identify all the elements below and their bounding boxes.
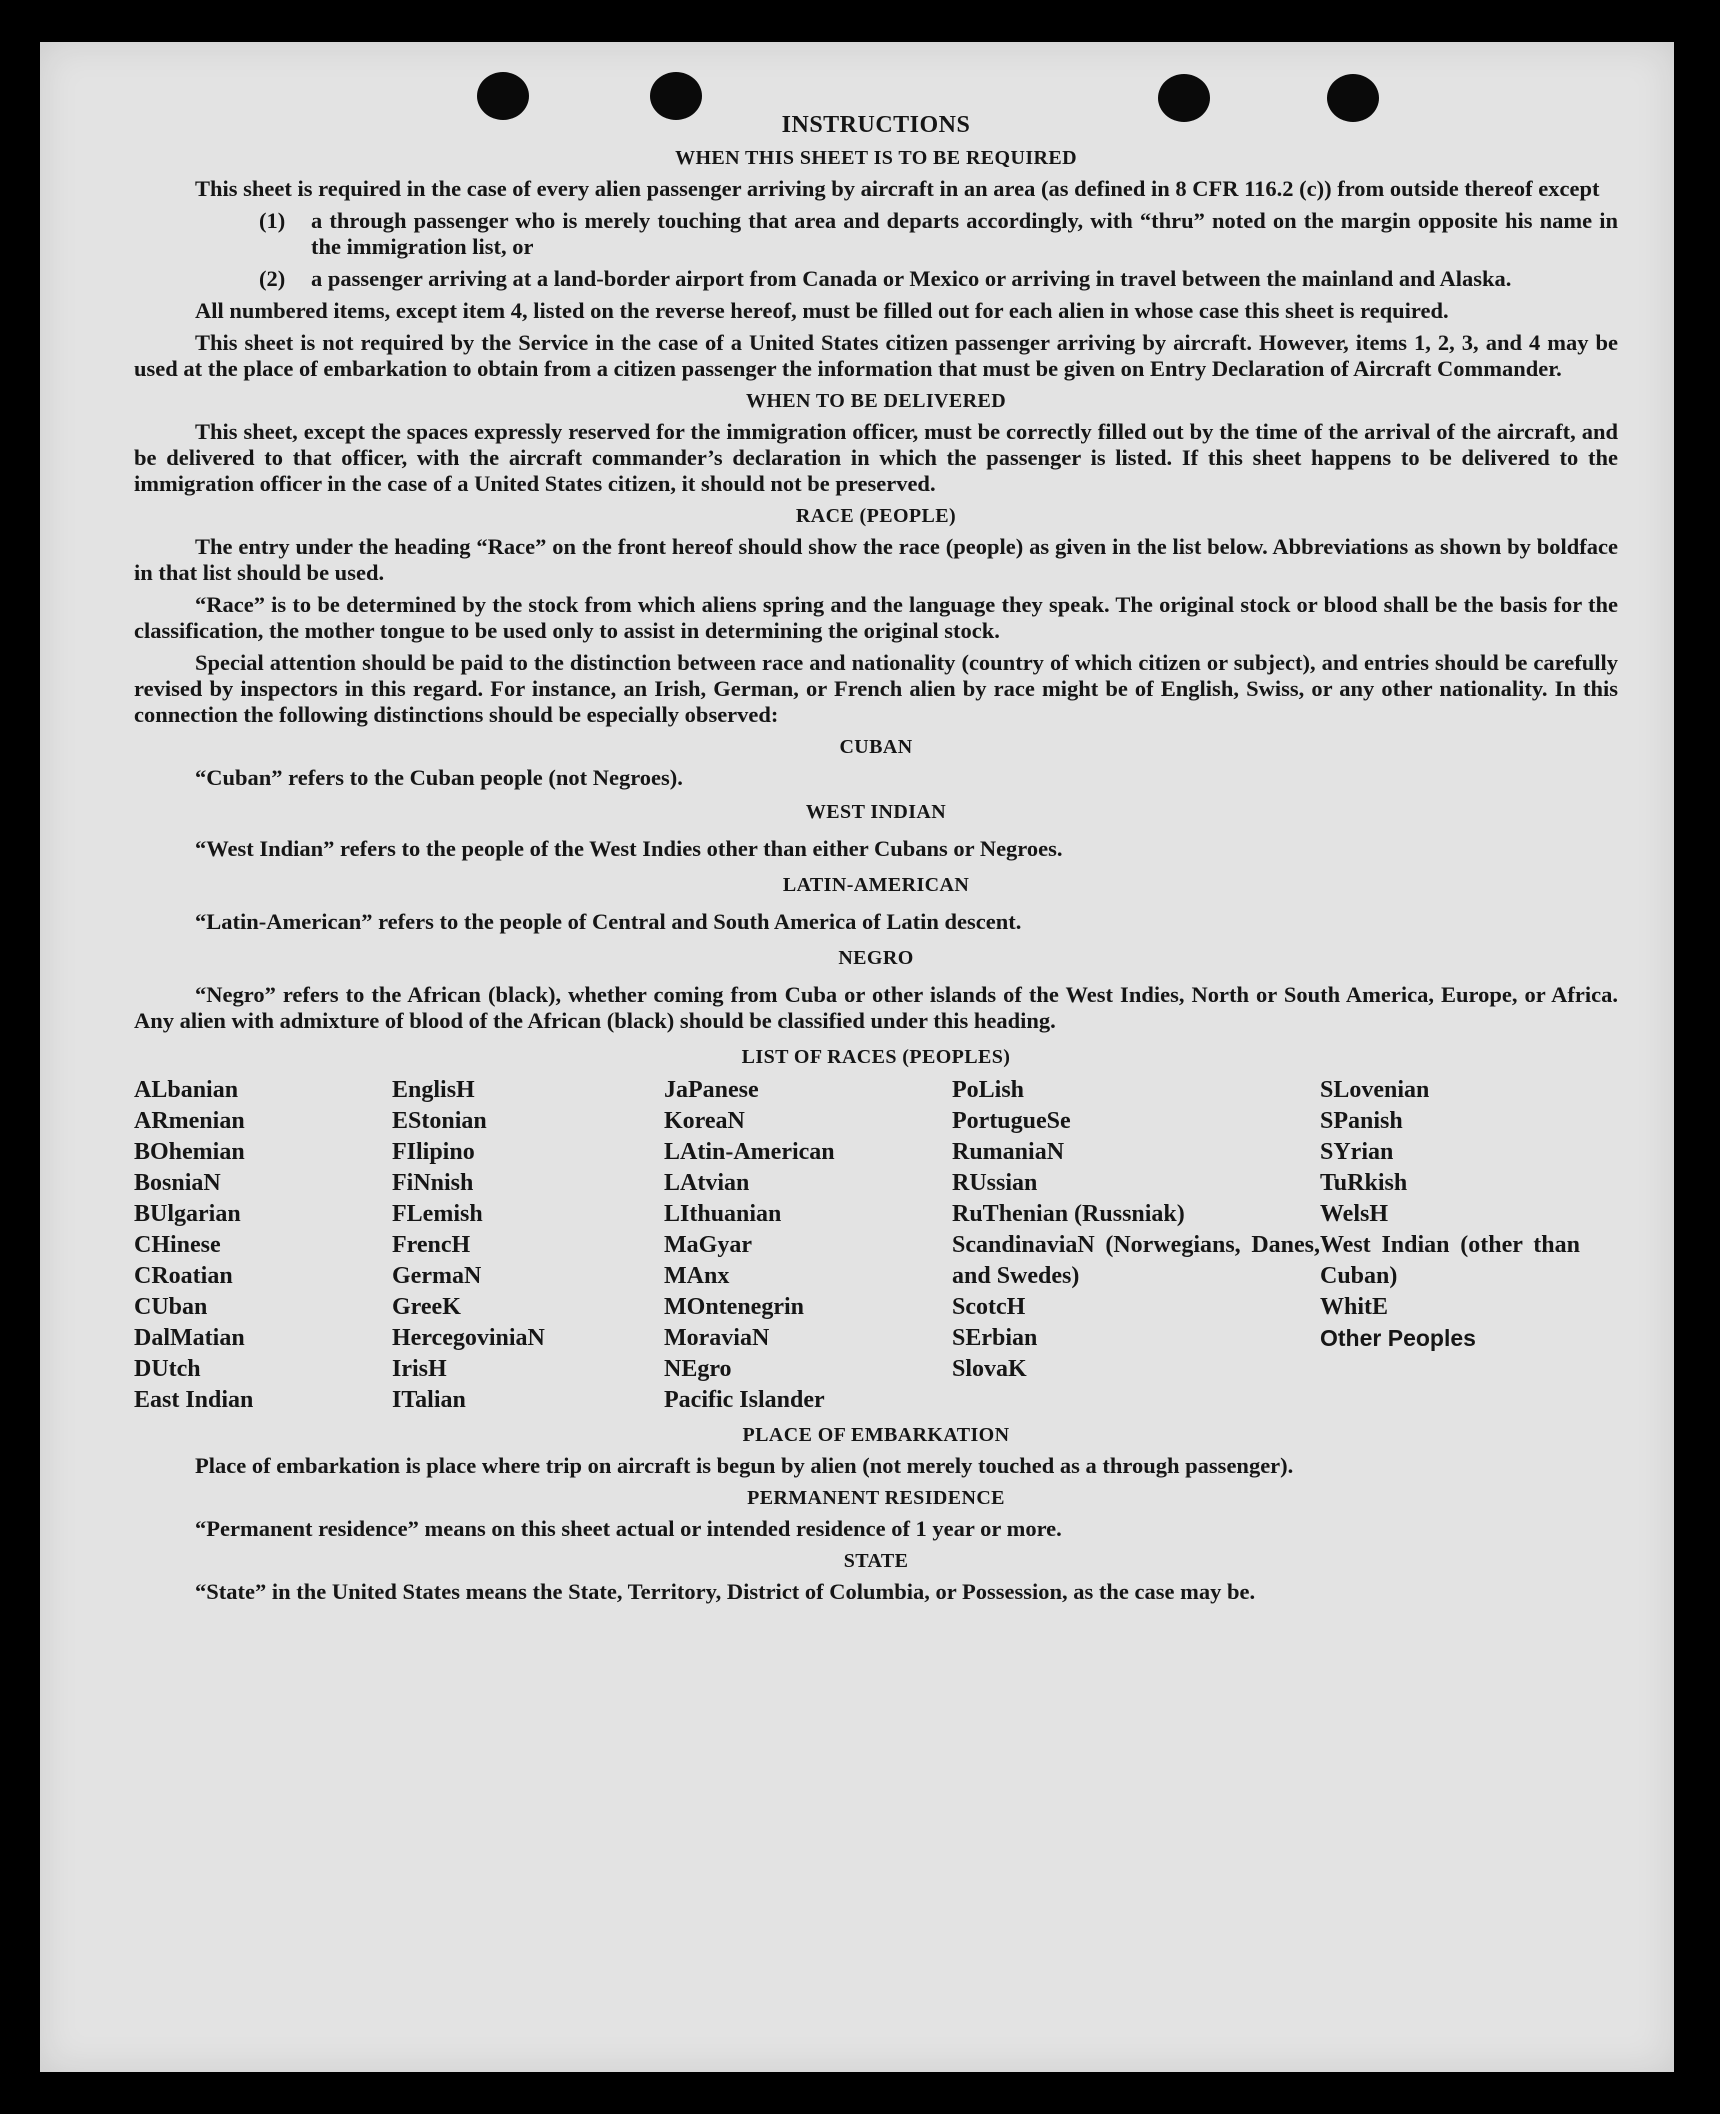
race-entry: MAnx xyxy=(664,1263,730,1289)
section-heading: PLACE OF EMBARKATION xyxy=(742,1424,1010,1446)
race-entry: GreeK xyxy=(392,1294,461,1320)
race-entry: FrencH xyxy=(392,1232,471,1258)
paragraph: “Latin-American” refers to the people of Central and South America of Latin descent. xyxy=(195,909,1022,934)
race-column xyxy=(1320,1075,1580,1416)
section-heading: WEST INDIAN xyxy=(805,801,947,823)
race-entry: DalMatian xyxy=(134,1325,245,1351)
race-entry: LIthuanian xyxy=(664,1201,782,1227)
race-list xyxy=(134,1075,1618,1416)
paragraph: “Race” is to be determined by the stock from which aliens spring and the language they speak. The original stock or blood shall be the basis for the classification, the mother tongue to be used only to assist in determining the original stock. xyxy=(134,592,1618,643)
section-heading: RACE (PEOPLE) xyxy=(795,505,957,527)
section-heading: STATE xyxy=(843,1550,909,1572)
race-entry: ITalian xyxy=(392,1387,466,1413)
paragraph: “Cuban” refers to the Cuban people (not Negroes). xyxy=(195,765,683,790)
race-entry: West Indian (other than Cuban) xyxy=(1320,1232,1580,1289)
section-heading: LIST OF RACES (PEOPLES) xyxy=(741,1046,1011,1068)
exception-list xyxy=(134,208,1618,292)
section-heading: PERMANENT RESIDENCE xyxy=(747,1487,1005,1509)
race-entry: GermaN xyxy=(392,1263,482,1289)
race-entry: LAtvian xyxy=(664,1170,750,1196)
race-entry: WhitE xyxy=(1320,1294,1389,1320)
race-entry: SlovaK xyxy=(952,1356,1027,1382)
paragraph: All numbered items, except item 4, listed on the reverse hereof, must be filled out for each alien in whose case this sheet is required. xyxy=(195,298,1449,323)
race-entry: East Indian xyxy=(134,1387,254,1413)
paragraph: This sheet is not required by the Service in the case of a United States citizen passenger arriving by aircraft. However, items 1, 2, 3, and 4 may be used at the place of embarkation to obtain from a citizen passenger the information that must be given on Entry Declaration of Aircraft Commander. xyxy=(134,330,1618,381)
race-entry: SErbian xyxy=(952,1325,1038,1351)
instructions-content xyxy=(134,112,1618,1605)
race-entry: CUban xyxy=(134,1294,208,1320)
race-entry: EStonian xyxy=(392,1108,487,1134)
race-entry: EnglisH xyxy=(392,1077,475,1103)
paragraph: “Negro” refers to the African (black), whether coming from Cuba or other islands of the West Indies, North or South America, Europe, or Africa. Any alien with admixture of blood of the African (black) should be classified under this heading. xyxy=(134,982,1618,1033)
race-entry: LAtin-American xyxy=(664,1139,835,1165)
race-entry: KoreaN xyxy=(664,1108,745,1134)
paragraph: This sheet is required in the case of every alien passenger arriving by aircraft in an area (as defined in 8 CFR 116.2 (c)) from outside thereof except xyxy=(195,176,1600,201)
race-column xyxy=(952,1075,1320,1416)
race-entry: ScandinaviaN (Norwegians, Danes, and Swedes) xyxy=(952,1232,1320,1289)
paragraph: The entry under the heading “Race” on the front hereof should show the race (people) as given in the list below. Abbreviations as shown by boldface in that list should be used. xyxy=(134,534,1618,585)
section-heading: WHEN TO BE DELIVERED xyxy=(745,390,1007,412)
race-entry: CRoatian xyxy=(134,1263,233,1289)
section-heading: WHEN THIS SHEET IS TO BE REQUIRED xyxy=(675,147,1077,169)
paragraph: Special attention should be paid to the distinction between race and nationality (country of which citizen or subject), and entries should be carefully revised by inspectors in this regard. For instance, an Irish, German, or French alien by race might be of English, Swiss, or any other nationality. In this connection the following distinctions should be especially observed: xyxy=(134,650,1618,727)
race-column xyxy=(134,1075,392,1416)
race-entry: Pacific Islander xyxy=(664,1387,825,1413)
paragraph: “State” in the United States means the State, Territory, District of Columbia, or Possession, as the case may be. xyxy=(195,1579,1256,1604)
race-entry: BOhemian xyxy=(134,1139,245,1165)
race-entry: BosniaN xyxy=(134,1170,221,1196)
race-entry: DUtch xyxy=(134,1356,201,1382)
paragraph: “West Indian” refers to the people of the West Indies other than either Cubans or Negroes. xyxy=(195,836,1063,861)
race-entry: FIlipino xyxy=(392,1139,475,1165)
race-entry: RUssian xyxy=(952,1170,1038,1196)
race-entry: FLemish xyxy=(392,1201,483,1227)
race-entry: ARmenian xyxy=(134,1108,245,1134)
race-entry: PoLish xyxy=(952,1077,1025,1103)
paragraph: “Permanent residence” means on this sheet actual or intended residence of 1 year or more. xyxy=(195,1516,1062,1541)
race-entry: BUlgarian xyxy=(134,1201,241,1227)
paragraph: This sheet, except the spaces expressly reserved for the immigration officer, must be correctly filled out by the time of the arrival of the aircraft, and be delivered to that officer, with the aircraft commander’s declaration in which the passenger is listed. If this sheet happens to be delivered to the immigration officer in the case of a United States citizen, it should not be preserved. xyxy=(134,419,1618,496)
page-title: INSTRUCTIONS xyxy=(781,112,971,138)
race-entry: NEgro xyxy=(664,1356,732,1382)
race-entry: Other Peoples xyxy=(1320,1325,1476,1351)
section-heading: NEGRO xyxy=(838,947,914,969)
race-entry: WelsH xyxy=(1320,1201,1389,1227)
section-heading: CUBAN xyxy=(839,736,913,758)
race-entry: MOntenegrin xyxy=(664,1294,804,1320)
race-entry: MaGyar xyxy=(664,1232,752,1258)
race-entry: PortugueSe xyxy=(952,1108,1071,1134)
document-sheet xyxy=(40,42,1674,2072)
section-heading: LATIN-AMERICAN xyxy=(782,874,970,896)
race-column xyxy=(392,1075,664,1416)
race-entry: SLovenian xyxy=(1320,1077,1430,1103)
race-entry: IrisH xyxy=(392,1356,447,1382)
race-entry: MoraviaN xyxy=(664,1325,770,1351)
race-entry: SYrian xyxy=(1320,1139,1394,1165)
race-entry: ScotcH xyxy=(952,1294,1026,1320)
exception-item: (1) a through passenger who is merely touching that area and departs accordingly, with “thru” noted on the margin opposite his name in the immigration list, or xyxy=(259,208,1618,259)
race-entry: RumaniaN xyxy=(952,1139,1065,1165)
race-column xyxy=(664,1075,952,1416)
race-entry: RuThenian (Russniak) xyxy=(952,1201,1185,1227)
race-entry: CHinese xyxy=(134,1232,221,1258)
exception-item: (2) a passenger arriving at a land-border airport from Canada or Mexico or arriving in travel between the mainland and Alaska. xyxy=(259,266,1512,291)
race-entry: HercegoviniaN xyxy=(392,1325,545,1351)
paragraph: Place of embarkation is place where trip on aircraft is begun by alien (not merely touched as a through passenger). xyxy=(195,1453,1294,1478)
race-entry: SPanish xyxy=(1320,1108,1403,1134)
race-entry: JaPanese xyxy=(664,1077,759,1103)
race-entry: ALbanian xyxy=(134,1077,239,1103)
race-entry: TuRkish xyxy=(1320,1170,1408,1196)
race-entry: FiNnish xyxy=(392,1170,474,1196)
